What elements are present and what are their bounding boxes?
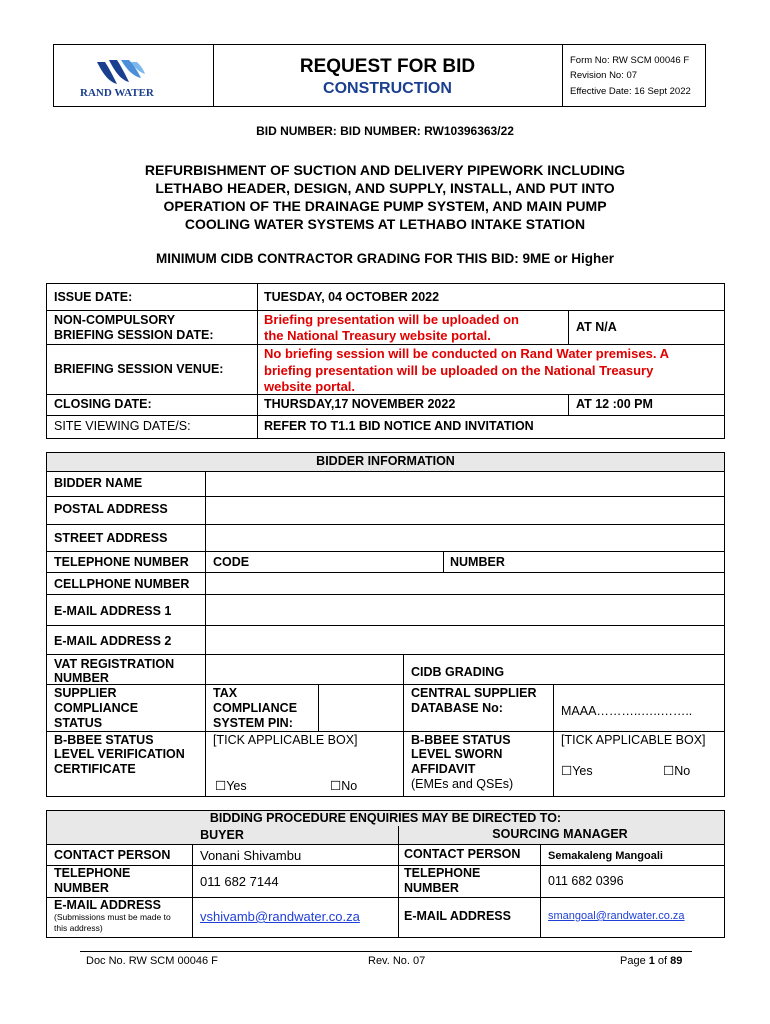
effective-date: Effective Date: 16 Sept 2022 [570, 86, 691, 97]
email-2-label: E-MAIL ADDRESS 2 [54, 634, 172, 648]
enquiries-heading: BIDDING PROCEDURE ENQUIRIES MAY BE DIRECTED TO: [209, 811, 562, 825]
cellphone-field[interactable] [206, 573, 724, 594]
issue-date-value: TUESDAY, 04 OCTOBER 2022 [264, 290, 440, 304]
buyer-contact-label: CONTACT PERSON [54, 848, 171, 862]
closing-date-value: THURSDAY,17 NOVEMBER 2022 [264, 397, 456, 411]
issue-date-label: ISSUE DATE: [54, 290, 133, 304]
sourcing-name: Semakaleng Mangoali [548, 850, 663, 862]
sourcing-telephone: 011 682 0396 [548, 874, 624, 888]
footer-page-number: Page 1 of 89 [620, 955, 683, 967]
site-viewing-value: REFER TO T1.1 BID NOTICE AND INVITATION [264, 419, 534, 433]
street-address-label: STREET ADDRESS [54, 531, 168, 545]
csd-label: CENTRAL SUPPLIER [411, 686, 537, 700]
email-2-field[interactable] [206, 626, 724, 654]
email-1-field[interactable] [206, 595, 724, 625]
site-viewing-label: SITE VIEWING DATE/S: [54, 419, 191, 433]
telephone-label: TELEPHONE NUMBER [54, 555, 189, 569]
bidder-name-field[interactable] [206, 472, 724, 496]
buyer-email-label: E-MAIL ADDRESS [54, 898, 161, 912]
submission-note: (Submissions must be made to [54, 912, 171, 922]
cidb-grading-requirement: MINIMUM CIDB CONTRACTOR GRADING FOR THIS BID: 9ME or Higher [156, 251, 614, 266]
buyer-heading: BUYER [200, 828, 244, 842]
closing-time: AT 12 :00 PM [576, 397, 653, 411]
buyer-name: Vonani Shivambu [200, 848, 302, 863]
footer-rev-no: Rev. No. 07 [368, 955, 426, 967]
vat-field[interactable] [206, 655, 403, 684]
tax-pin-field[interactable] [319, 685, 403, 731]
briefing-value: Briefing presentation will be uploaded on [264, 312, 519, 327]
certificate-yes-checkbox[interactable]: ☐Yes [215, 779, 247, 793]
briefing-label: NON-COMPULSORY [54, 313, 176, 327]
footer-divider [80, 951, 692, 952]
form-number: Form No: RW SCM 00046 F [570, 55, 690, 66]
street-address-field[interactable] [206, 525, 724, 551]
bbbee-certificate-label: B-BBEE STATUS [54, 733, 154, 747]
logo-text: RAND WATER [80, 87, 154, 99]
bidder-info-heading: BIDDER INFORMATION [316, 454, 455, 468]
footer-doc-no: Doc No. RW SCM 00046 F [86, 955, 218, 967]
buyer-telephone: 011 682 7144 [200, 874, 279, 889]
buyer-telephone-label: TELEPHONE [54, 866, 131, 880]
briefing-at: AT N/A [576, 320, 617, 334]
telephone-code-label[interactable]: CODE [213, 555, 250, 569]
revision-number: Revision No: 07 [570, 70, 638, 81]
csd-number-field[interactable]: MAAA………..…..…….. [561, 704, 693, 718]
sourcing-telephone-label: TELEPHONE [404, 866, 481, 880]
cellphone-label: CELLPHONE NUMBER [54, 577, 190, 591]
vat-label: VAT REGISTRATION [54, 657, 175, 671]
affidavit-yes-checkbox[interactable]: ☐Yes [561, 764, 593, 778]
tick-box-instruction-2: [TICK APPLICABLE BOX] [561, 733, 706, 747]
certificate-no-checkbox[interactable]: ☐No [330, 779, 358, 793]
tick-box-instruction-1: [TICK APPLICABLE BOX] [213, 733, 358, 747]
postal-address-label: POSTAL ADDRESS [54, 502, 168, 516]
buyer-email-link[interactable]: vshivamb@randwater.co.za [200, 909, 360, 924]
page-title: REQUEST FOR BID [299, 56, 476, 77]
sworn-affidavit-label: B-BBEE STATUS [411, 733, 511, 747]
sourcing-contact-label: CONTACT PERSON [404, 847, 521, 861]
bidder-name-label: BIDDER NAME [54, 476, 143, 490]
bid-number: BID NUMBER: BID NUMBER: RW10396363/22 [256, 124, 514, 138]
affidavit-no-checkbox[interactable]: ☐No [663, 764, 691, 778]
postal-address-field[interactable] [206, 497, 724, 524]
email-1-label: E-MAIL ADDRESS 1 [54, 604, 172, 618]
closing-date-label: CLOSING DATE: [54, 397, 152, 411]
telephone-number-label[interactable]: NUMBER [450, 555, 505, 569]
sourcing-manager-heading: SOURCING MANAGER [492, 827, 628, 841]
cidb-grading-field[interactable] [554, 655, 724, 684]
cidb-grading-label: CIDB GRADING [411, 665, 505, 679]
tax-compliance-label: TAX [213, 686, 238, 700]
sourcing-email-link[interactable]: smangoal@randwater.co.za [548, 910, 685, 922]
supplier-compliance-label: SUPPLIER [54, 686, 117, 700]
venue-value: No briefing session will be conducted on Rand Water premises. A [264, 346, 669, 361]
page-subtitle: CONSTRUCTION [323, 80, 452, 97]
venue-label: BRIEFING SESSION VENUE: [54, 362, 224, 376]
sourcing-email-label: E-MAIL ADDRESS [404, 909, 511, 923]
